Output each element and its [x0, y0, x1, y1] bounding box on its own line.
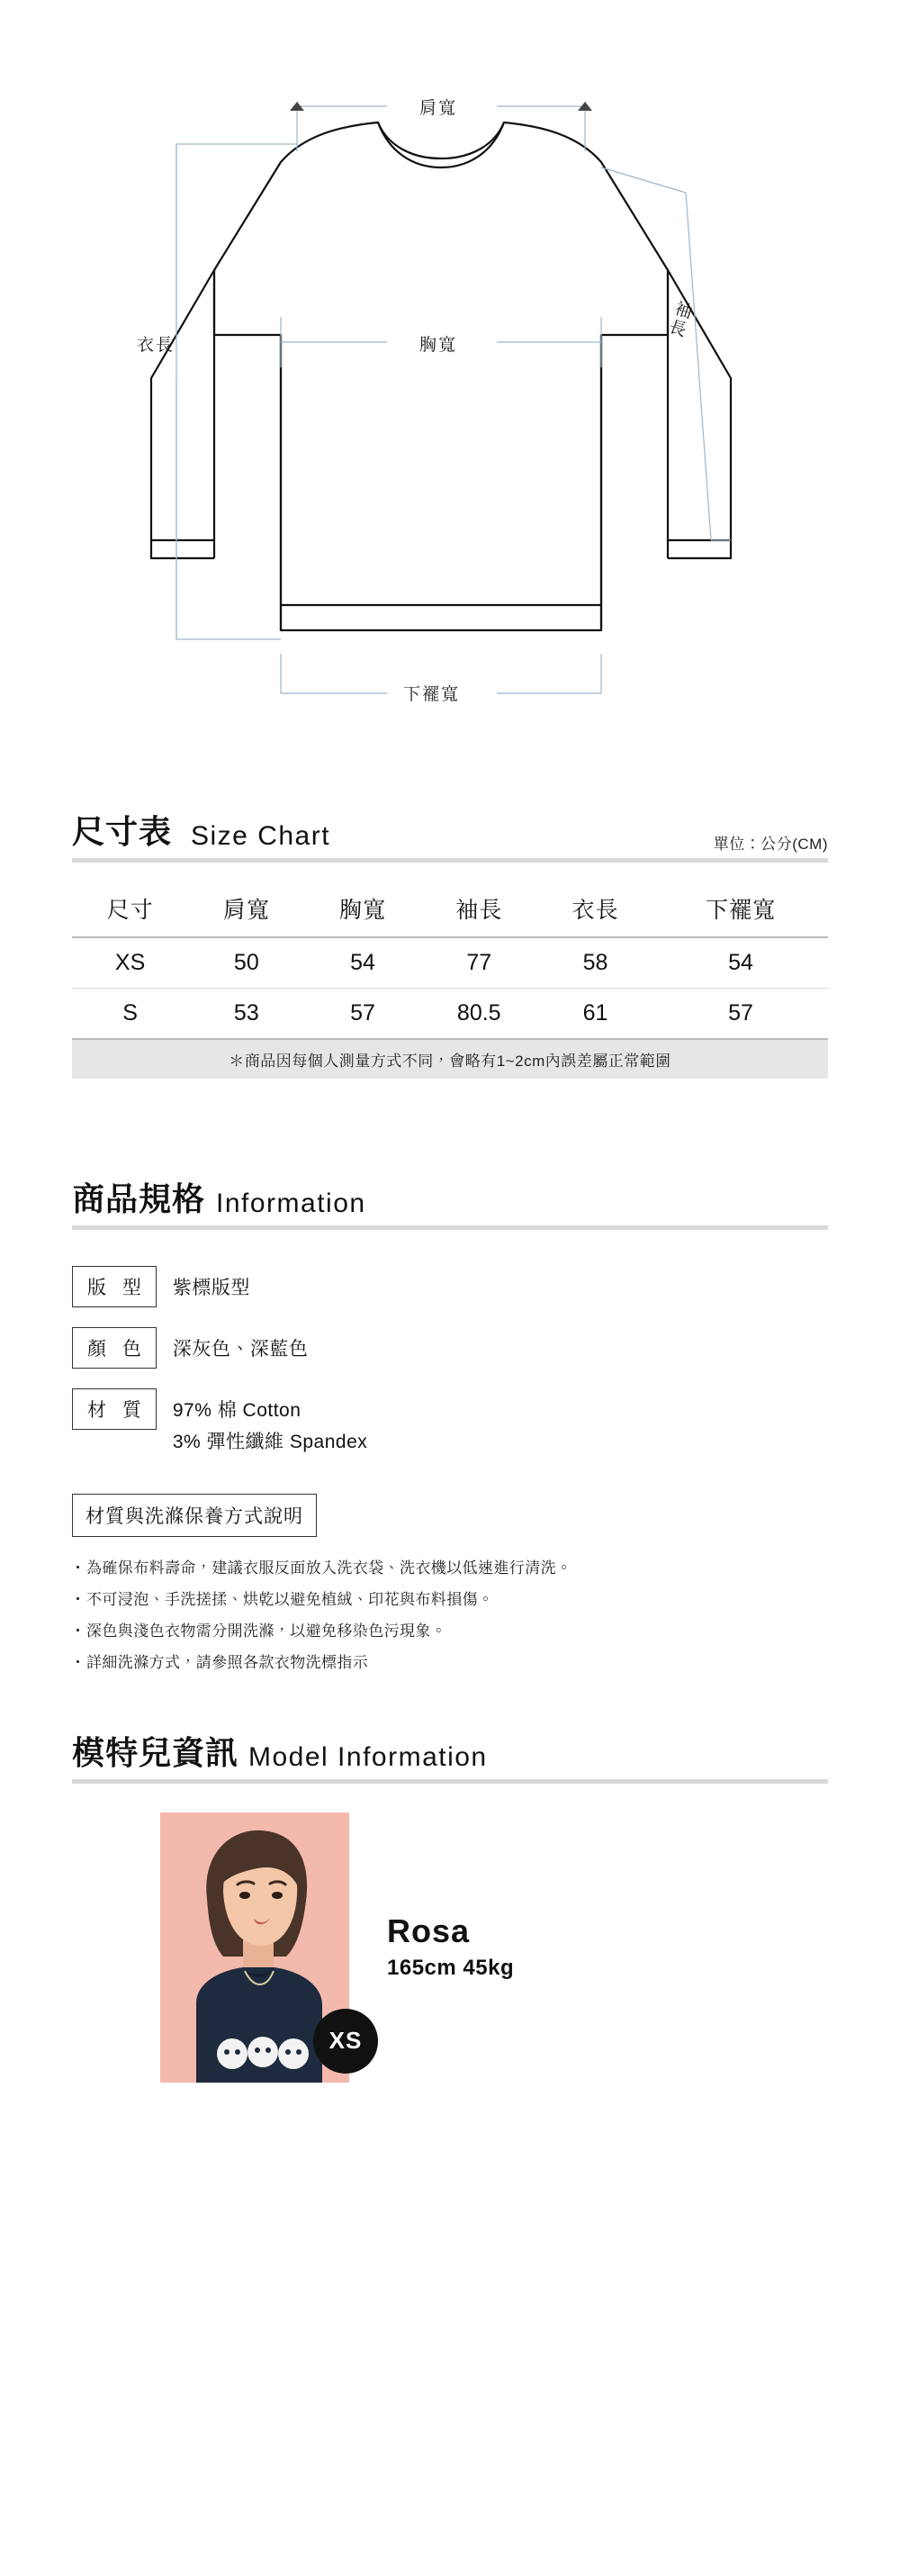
cell-sleeve: 77 — [466, 950, 492, 975]
spec-list — [72, 1266, 828, 1679]
model-title-latin: Model Information — [248, 1741, 488, 1772]
col-size: 尺寸 — [72, 881, 188, 937]
model-size-badge: XS — [313, 2009, 378, 2074]
heading-rule — [72, 858, 828, 863]
information-title-latin: Information — [216, 1189, 366, 1218]
diagram-label-sleeve: 袖長 — [663, 297, 694, 340]
care-item: ・ 不可浸泡、手洗搓揉、烘乾以避免植絨、印花與布料損傷。 — [72, 1585, 828, 1616]
model-text-block — [387, 1913, 514, 1982]
spec-value-material: 97% 棉 Cotton — [172, 1400, 302, 1421]
spec-label-material: 材 質 — [72, 1388, 157, 1430]
col-sleeve: 袖長 — [421, 881, 537, 937]
spec-value-color: 深灰色、深藍色 — [172, 1339, 309, 1360]
cell-sleeve: 80.5 — [421, 989, 537, 1040]
model-heading — [72, 1731, 828, 1789]
cell-chest: 57 — [304, 989, 420, 1040]
cell-shoulder: 53 — [188, 989, 304, 1040]
cell-size: S — [72, 989, 188, 1040]
size-chart-heading — [72, 810, 828, 868]
size-chart-title-cjk: 尺寸表 — [72, 813, 173, 850]
model-title-cjk: 模特兒資訊 — [72, 1733, 239, 1771]
spec-row-fit — [72, 1266, 828, 1307]
size-chart-table — [72, 881, 828, 1040]
care-instructions-list — [72, 1553, 828, 1678]
heading-rule — [72, 1779, 828, 1784]
model-name: Rosa — [387, 1912, 471, 1949]
cell-length: 61 — [537, 989, 653, 1040]
spec-label-color: 顏 色 — [72, 1327, 157, 1369]
size-chart-title-latin: Size Chart — [191, 821, 331, 851]
table-row — [72, 989, 828, 1040]
cell-shoulder: 50 — [233, 950, 259, 975]
diagram-label-shoulder: 肩寬 — [419, 99, 458, 118]
cell-hem: 54 — [728, 950, 753, 975]
table-header-row — [72, 881, 828, 937]
spec-value-material-sub: 3% 彈性纖維 Spandex — [172, 1431, 368, 1452]
cell-chest: 54 — [350, 950, 375, 975]
spec-row-color — [72, 1327, 828, 1369]
information-heading — [72, 1178, 828, 1235]
cell-size: XS — [114, 950, 146, 975]
model-measurements: 165cm 45kg — [387, 1956, 515, 1981]
information-title-cjk: 商品規格 — [72, 1180, 206, 1217]
spec-value-fit: 紫標版型 — [172, 1278, 250, 1298]
care-instructions-title: 材質與洗滌保養方式說明 — [72, 1494, 317, 1537]
col-length: 衣長 — [537, 881, 653, 937]
table-row — [72, 937, 828, 989]
cell-length: 58 — [582, 950, 608, 975]
spec-value-material-group — [157, 1388, 367, 1458]
diagram-label-length: 衣長 — [137, 336, 176, 355]
heading-rule — [72, 1225, 828, 1230]
spec-label-fit: 版 型 — [72, 1266, 157, 1307]
garment-measurement-diagram — [0, 0, 900, 810]
care-item: ・ 深色與淺色衣物需分開洗滌，以避免移染色污現象。 — [72, 1616, 828, 1648]
col-hem: 下襬寬 — [653, 881, 828, 937]
col-chest: 胸寬 — [304, 881, 420, 937]
col-shoulder: 肩寬 — [188, 881, 304, 937]
size-chart-unit: 單位：公分(CM) — [713, 836, 828, 853]
size-chart-note: ＊商品因每個人測量方式不同，會略有1~2cm內誤差屬正常範圍 — [72, 1040, 828, 1079]
care-item: ・ 為確保布料壽命，建議衣服反面放入洗衣袋、洗衣機以低速進行清洗。 — [72, 1553, 828, 1585]
care-item: ・ 詳細洗滌方式，請參照各款衣物洗標指示 — [72, 1648, 828, 1679]
diagram-label-chest: 胸寬 — [419, 336, 458, 355]
model-info-block — [72, 1812, 828, 2110]
spec-row-material — [72, 1388, 828, 1458]
diagram-label-hem: 下襬寬 — [403, 685, 461, 704]
cell-hem: 57 — [653, 989, 828, 1040]
